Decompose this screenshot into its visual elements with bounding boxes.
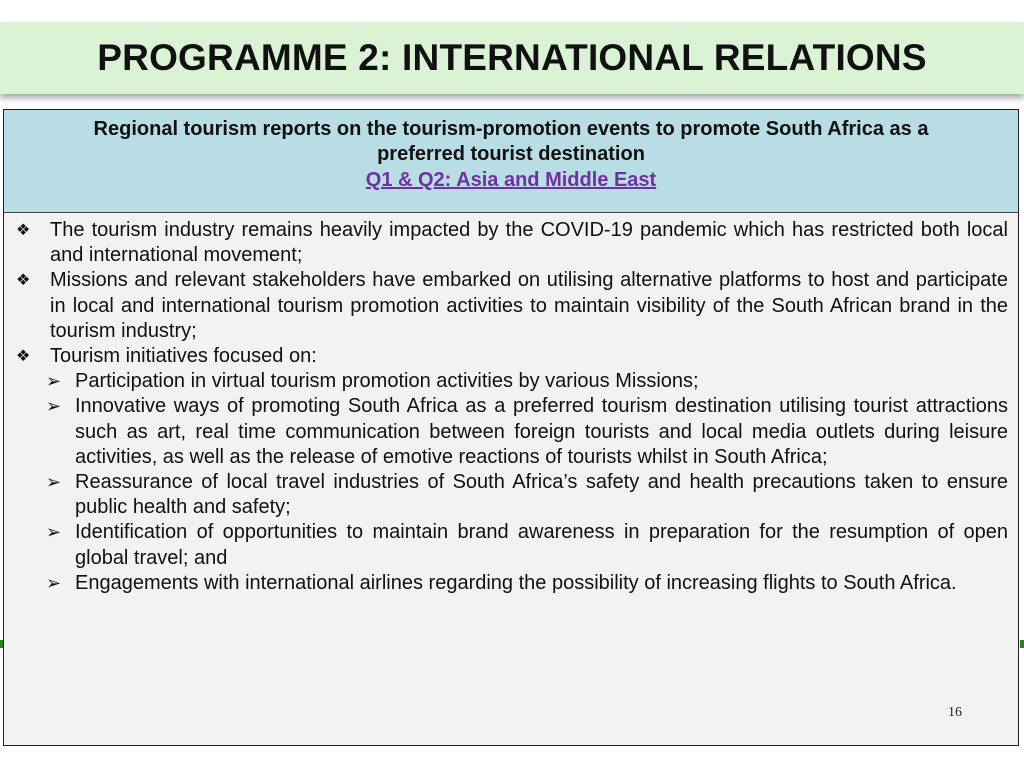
header-line-1: Regional tourism reports on the tourism-promotion events to promote South Africa as a bbox=[93, 118, 929, 140]
arrow-bullet-icon: ➢ bbox=[46, 396, 62, 417]
panel-header bbox=[4, 110, 1018, 213]
sub-bullet-text: Participation in virtual tourism promotion activities by various Missions; bbox=[75, 370, 699, 393]
bullet-item bbox=[16, 268, 1008, 344]
arrow-bullet-icon: ➢ bbox=[46, 572, 62, 593]
diamond-bullet-icon: ❖ bbox=[16, 348, 31, 366]
arrow-bullet-icon: ➢ bbox=[46, 472, 62, 493]
bullet-item bbox=[16, 344, 1008, 369]
page-title: PROGRAMME 2: INTERNATIONAL RELATIONS bbox=[97, 37, 927, 78]
bullet-item bbox=[16, 218, 1008, 268]
bullet-text: The tourism industry remains heavily impacted by the COVID-19 pandemic which has restricted both local and international movement; bbox=[50, 219, 1008, 267]
sub-bullet-text: Innovative ways of promoting South Africa as a preferred tourism destination utilising tourist attractions such as art, real time communication between foreign tourists and local media outlets during leisure activities, as well as the release of emotive reactions of tourists whilst in South Africa; bbox=[75, 395, 1008, 468]
sub-bullet-item bbox=[16, 369, 1008, 394]
diamond-bullet-icon: ❖ bbox=[16, 272, 31, 290]
arrow-bullet-icon: ➢ bbox=[46, 371, 62, 392]
bullet-text: Missions and relevant stakeholders have embarked on utilising alternative platforms to host and participate in local and international tourism promotion activities to maintain visibility of the South African brand in the tourism industry; bbox=[50, 269, 1008, 342]
sub-bullet-text: Reassurance of local travel industries of South Africa’s safety and health precautions taken to ensure public health and safety; bbox=[75, 471, 1008, 519]
sub-bullet-item bbox=[16, 470, 1008, 520]
sub-bullet-item bbox=[16, 571, 1008, 596]
sub-bullet-item bbox=[16, 520, 1008, 570]
diamond-bullet-icon: ❖ bbox=[16, 222, 31, 239]
bullet-text: Tourism initiatives focused on: bbox=[50, 345, 317, 368]
page-number: 16 bbox=[948, 705, 962, 720]
content-panel bbox=[3, 109, 1019, 746]
arrow-bullet-icon: ➢ bbox=[46, 522, 62, 543]
sub-bullet-item bbox=[16, 394, 1008, 470]
decorative-green-mark-right bbox=[1020, 640, 1024, 648]
region-link[interactable]: Q1 & Q2: Asia and Middle East bbox=[365, 169, 657, 191]
header-line-2: preferred tourist destination bbox=[377, 143, 645, 165]
sub-bullet-text: Engagements with international airlines regarding the possibility of increasing flights to South Africa. bbox=[75, 571, 957, 594]
title-bar bbox=[0, 22, 1024, 94]
sub-bullet-text: Identification of opportunities to maintain brand awareness in preparation for the resumption of open global travel; and bbox=[75, 521, 1008, 569]
panel-body bbox=[4, 213, 1018, 596]
